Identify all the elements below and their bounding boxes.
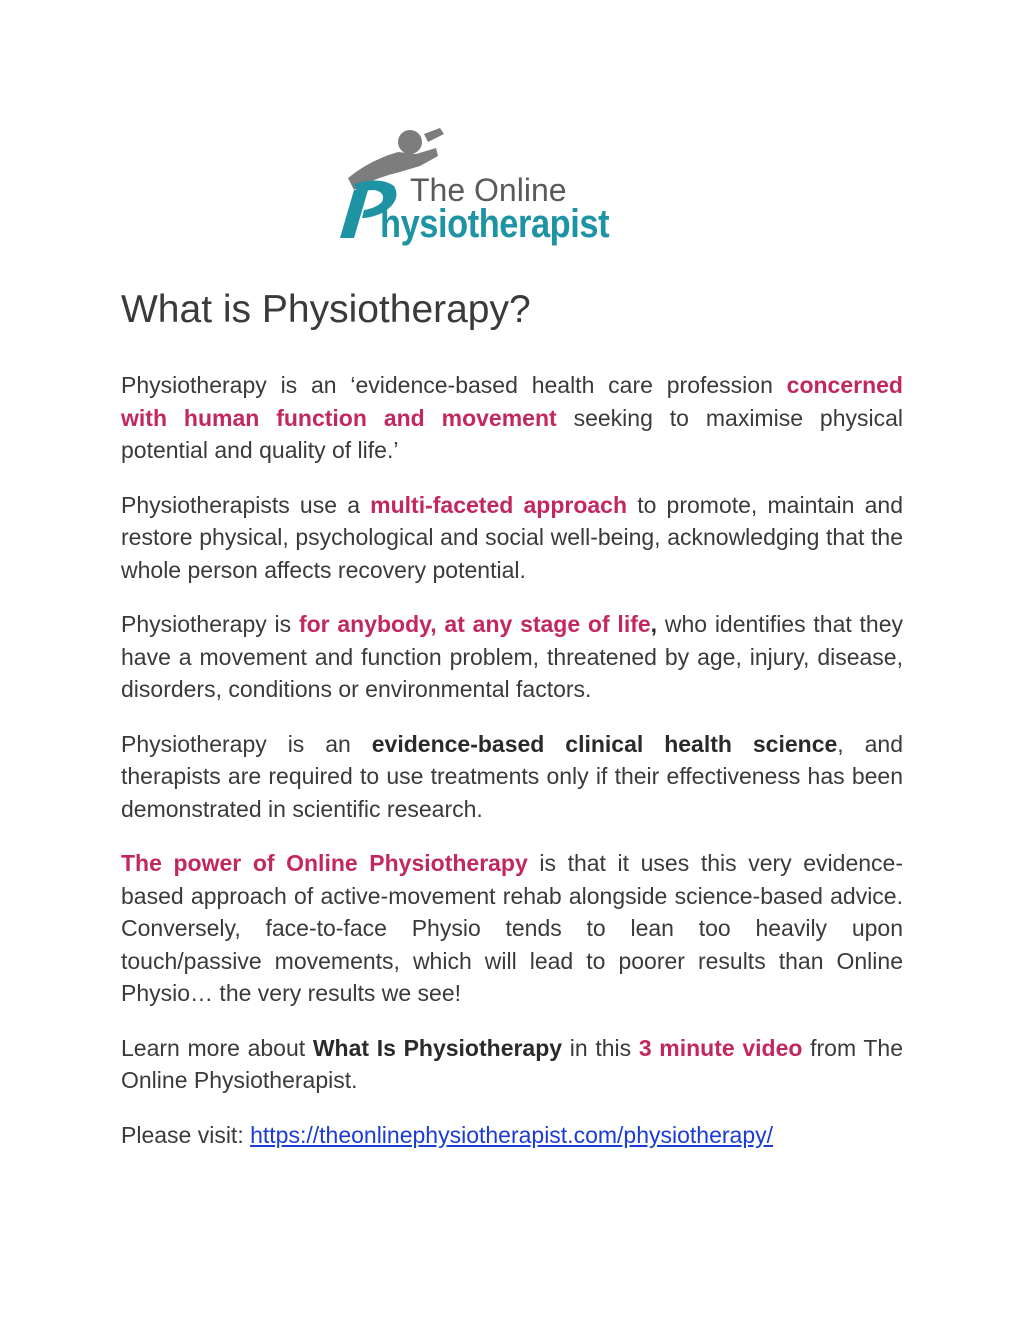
p6-text-a: Learn more about [121, 1034, 313, 1061]
page-title: What is Physiotherapy? [121, 288, 531, 331]
paragraph-5 [121, 847, 903, 1010]
paragraph-4 [121, 728, 903, 826]
p1-text-a: Physiotherapy is an ‘evidence-based health care profession [121, 372, 787, 398]
p3-highlight: for anybody, at any stage of life [298, 611, 651, 637]
logo [340, 120, 630, 250]
p1-text-c: seeking to maximise physical potential and quality of life.’ [121, 404, 904, 463]
paragraph-6 [121, 1032, 903, 1097]
article [121, 285, 903, 1173]
paragraph-1 [121, 369, 903, 467]
p3-comma: , [650, 611, 658, 637]
p5-text-b: is that it uses this very evidence-based approach of active-movement rehab alongside science-based advice. Conversely, face-to-face Physio tends to lean too heavily upon touch/passive movements, which will lead to poorer results than Online Physio… the very results we see! [121, 850, 903, 1006]
paragraph-3 [121, 608, 903, 706]
p2-text-a: Physiotherapists use a [121, 491, 371, 518]
logo-line-1: The Online [410, 172, 567, 208]
p6-text-c: in this [562, 1034, 639, 1061]
p6-text-e: from The Online Physiotherapist. [121, 1034, 903, 1093]
p3-text-d: who identifies that they have a movement and function problem, threatened by age, injury, disease, disorders, conditions or environmental factors. [121, 611, 904, 702]
paragraph-2 [121, 489, 903, 587]
p3-text-a: Physiotherapy is [121, 611, 299, 637]
p6-video-highlight: 3 minute video [638, 1034, 803, 1061]
p7-text-a: Please visit: [121, 1121, 251, 1148]
p2-text-c: to promote, maintain and restore physical, psychological and social well-being, acknowledging that the whole person affects recovery potential. [121, 491, 903, 583]
physiotherapy-link[interactable]: https://theonlinephysiotherapist.com/physiotherapy/ [250, 1121, 774, 1148]
p5-highlight: The power of Online Physiotherapy [121, 850, 528, 876]
p2-highlight: multi-faceted approach [370, 491, 628, 518]
logo-line-2: hysiotherapist [380, 202, 610, 246]
p1-highlight: concerned with human function and movement [121, 372, 903, 431]
paragraph-7 [121, 1119, 903, 1152]
p4-text-a: Physiotherapy is an [121, 730, 372, 757]
p4-bold: evidence-based clinical health science [371, 730, 838, 757]
p6-bold: What Is Physiotherapy [312, 1034, 563, 1061]
p4-text-c: , and therapists are required to use treatments only if their effectiveness has been demonstrated in scientific research. [121, 730, 903, 822]
